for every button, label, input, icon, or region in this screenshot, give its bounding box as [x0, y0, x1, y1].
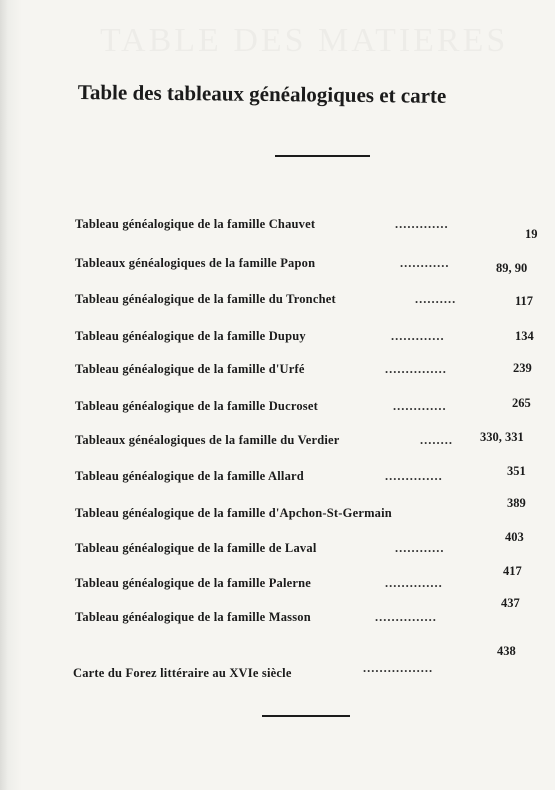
- entry-page: 265: [512, 396, 531, 410]
- toc-entry: [73, 644, 541, 688]
- entry-label: Tableau généalogique de la famille Palerne: [75, 576, 312, 590]
- leader-dots: .................: [363, 661, 434, 675]
- toc-entry: [75, 464, 543, 491]
- toc-entry: [75, 496, 543, 528]
- toc-entry: [75, 217, 543, 239]
- toc-entry: [75, 329, 543, 351]
- entry-label: Tableau généalogique de la famille Allard: [75, 469, 304, 483]
- entry-page: 437: [501, 596, 520, 610]
- toc-entry: [75, 396, 543, 421]
- entry-page: 417: [503, 564, 522, 578]
- entry-page: 351: [507, 464, 526, 478]
- leader-dots: ..........: [415, 292, 457, 306]
- entry-page: 19: [525, 227, 538, 241]
- page-title: Table des tableaux généalogiques et carte: [77, 80, 447, 108]
- toc-entry: [75, 596, 543, 632]
- entry-page: 330, 331: [480, 430, 524, 444]
- leader-dots: ........: [420, 433, 453, 447]
- leader-dots: ............: [395, 541, 445, 555]
- leader-dots: .............: [391, 329, 445, 343]
- entry-label: Tableau généalogique de la famille Ducroset: [75, 399, 318, 413]
- toc-entry: [75, 256, 543, 278]
- bottom-divider: [262, 715, 350, 717]
- entry-page: 403: [505, 530, 524, 544]
- entry-label: Tableaux généalogiques de la famille Papon: [75, 256, 316, 270]
- entry-label: Tableau généalogique de la famille de Laval: [75, 541, 317, 555]
- entry-label: Tableaux généalogiques de la famille du Verdier: [75, 433, 340, 447]
- entry-label: Tableau généalogique de la famille d'Urfé: [75, 362, 305, 376]
- toc-entry: [75, 564, 543, 598]
- toc-entry: [75, 430, 543, 455]
- leader-dots: .............: [395, 217, 449, 231]
- entry-label: Tableau généalogique de la famille d'Apchon-St-Germain: [75, 506, 392, 520]
- bleed-through-heading: [100, 22, 508, 60]
- entry-page: 117: [515, 294, 534, 308]
- entry-label: Tableau généalogique de la famille Masson: [75, 610, 311, 624]
- toc-entry: [75, 362, 543, 384]
- entry-page: 89, 90: [496, 261, 528, 275]
- entry-page: 438: [497, 644, 516, 658]
- leader-dots: ...............: [375, 610, 437, 624]
- entry-label: Tableau généalogique de la famille Chauvet: [75, 217, 316, 231]
- entry-label: Carte du Forez littéraire au XVIe siècle: [73, 666, 292, 680]
- leader-dots: ...............: [385, 362, 447, 376]
- entry-label: Tableau généalogique de la famille du Tronchet: [75, 292, 336, 306]
- leader-dots: ............: [400, 256, 450, 270]
- entry-page: 389: [507, 496, 526, 510]
- toc-entry: [75, 530, 543, 563]
- leader-dots: ..............: [385, 576, 443, 590]
- leader-dots: .............: [393, 399, 447, 413]
- entry-page: 239: [513, 361, 532, 375]
- entry-page: 134: [515, 329, 534, 343]
- toc-entry: [75, 292, 543, 314]
- entry-label: Tableau généalogique de la famille Dupuy: [75, 329, 306, 343]
- top-divider: [275, 155, 370, 157]
- leader-dots: ..............: [385, 469, 443, 483]
